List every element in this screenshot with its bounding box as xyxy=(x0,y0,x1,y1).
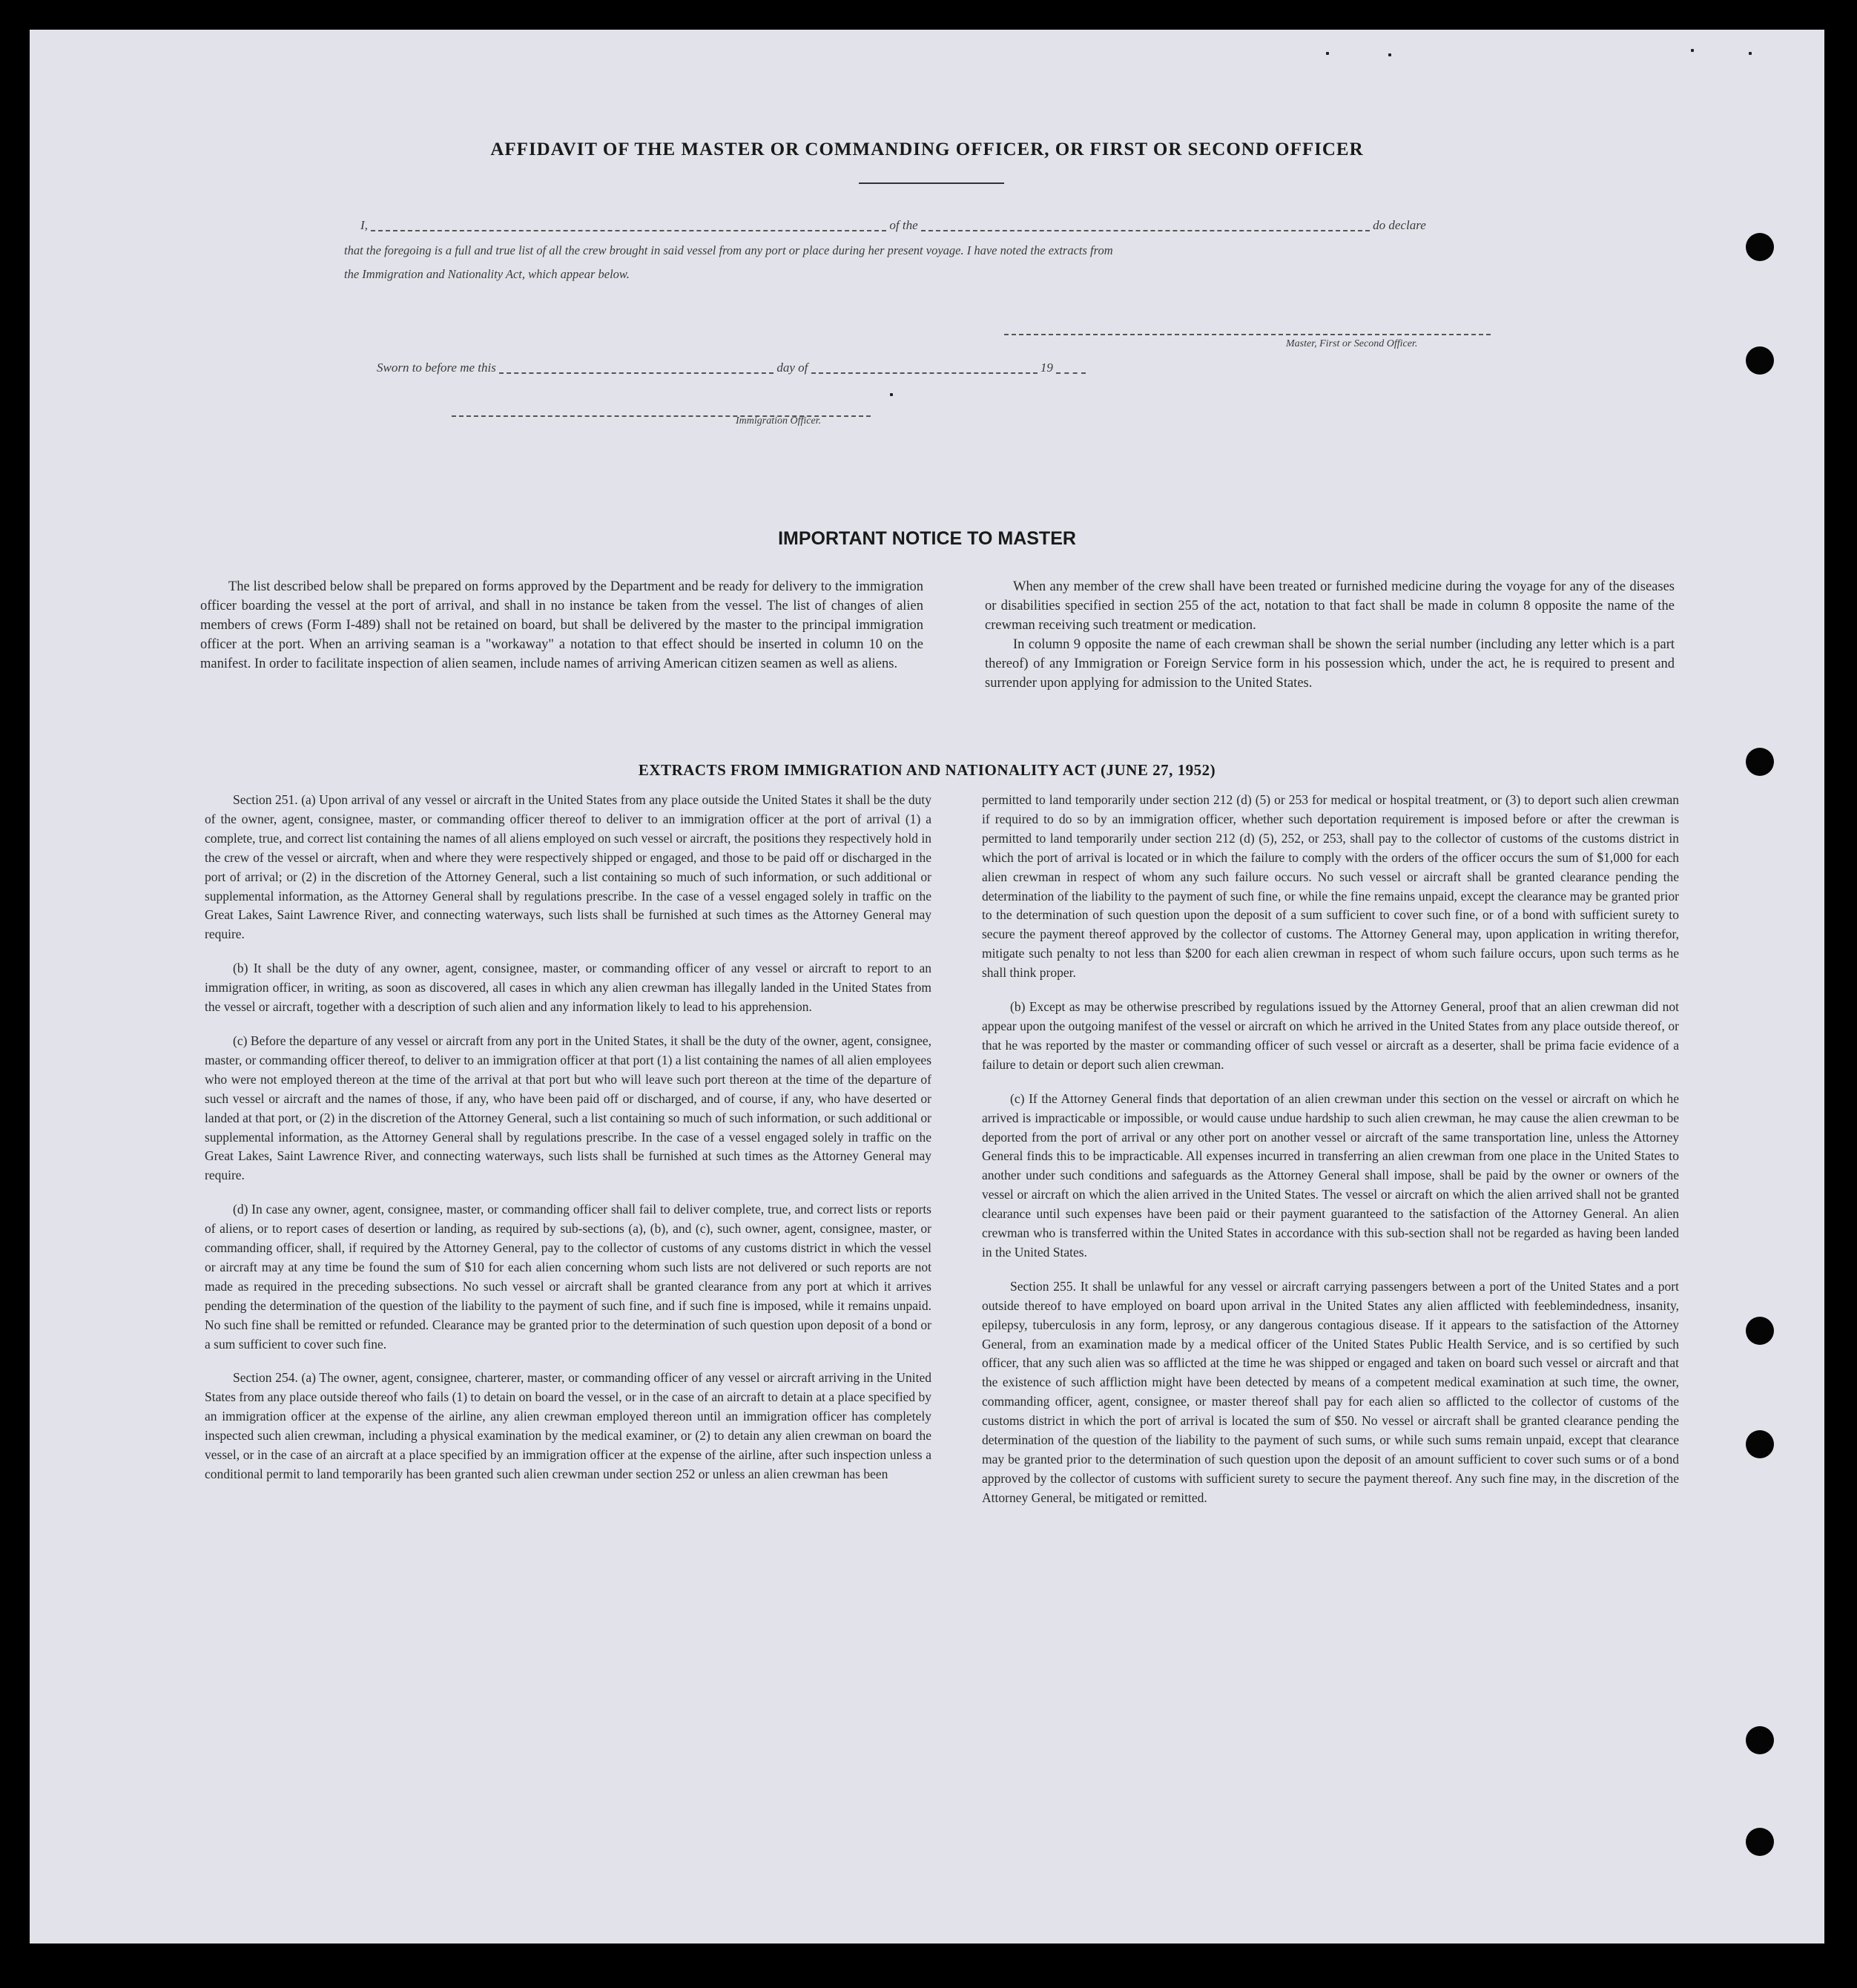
speck xyxy=(1749,52,1752,55)
binder-hole xyxy=(1746,233,1774,261)
year-blank[interactable] xyxy=(1056,363,1086,374)
day-of-label: day of xyxy=(776,361,808,375)
notice-right-text-1: When any member of the crew shall have been treated or furnished medicine during the voyage for any of the diseases or disabilities specified in section 255 of the act, notation to that fact shall be made in column 8 opposite the name of the crewman receiving such treatment or medication. xyxy=(985,579,1675,633)
section-254-a: Section 254. (a) The owner, agent, consignee, charterer, master, or commanding officer of any vessel or aircraft arriving in the United States from any place outside thereof who fails (1) to detain on board the vessel, or in the case of an aircraft to detain at a place specified by an immigration officer at the expense of the airline, any alien crewman employed thereon until an immigration officer has completely inspected such alien crewman, including a physical examination by the medical examiner, or (2) to detain any alien crewman on board the vessel, or in the case of an aircraft at a place specified by an immigration officer at the expense of the airline, after such inspection unless a conditional permit to land temporarily has been granted such alien crewman under section 252 or unless an alien crewman has been xyxy=(205,1370,931,1481)
sworn-line xyxy=(377,361,1086,375)
declaration-line-3: the Immigration and Nationality Act, which appear below. xyxy=(344,267,630,281)
notice-title: IMPORTANT NOTICE TO MASTER xyxy=(778,528,1076,549)
document-page xyxy=(30,30,1824,1943)
speck xyxy=(1388,53,1391,56)
notice-left-paragraph xyxy=(200,577,923,674)
title-rule xyxy=(859,182,1004,184)
section-251-c: (c) Before the departure of any vessel or aircraft from any port in the United States, it shall be the duty of the owner, agent, consignee, master, or commanding officer thereof, to deliver to an immigration officer at that port (1) a list containing the names of all alien employees who were not employed thereon at the time of the arrival at that port but who will leave such port thereon at the time of the departure of such vessel or aircraft and the names of those, if any, who have been paid off or discharged, and of course, if any, who have deserted or landed at that port, or (2) in the discretion of the Attorney General, such a list containing so much of such information, or such additional or supplemental information, as the Attorney General shall by regulations prescribe. In the case of a vessel engaged solely in traffic on the Great Lakes, Saint Lawrence River, and connecting waterways, such lists shall be furnished at such times as the Attorney General may require. xyxy=(205,1033,931,1183)
month-blank[interactable] xyxy=(811,363,1038,374)
section-254-c: (c) If the Attorney General finds that deportation of an alien crewman under this section on the vessel or aircraft on which he arrived is impracticable or impossible, or would cause undue hardship to such alien crewman, he may cause the alien crewman to be deported from the port of arrival or any other port on another vessel or aircraft of the same transportation line, unless the Attorney General finds this to be impracticable. All expenses incurred in transferring an alien crewman from one place in the United States to another under such conditions and safeguards as the Attorney General shall impose, shall be paid by the owner or owners of the vessel or aircraft on which the alien arrived in the United States. The vessel or aircraft on which the alien arrived shall not be granted clearance until such expenses have been paid or their payment guaranteed to the satisfaction of the Attorney General. An alien crewman who is transferred within the United States in accordance with this sub-section shall not be regarded as having been landed in the United States. xyxy=(982,1090,1679,1260)
notice-right-paragraph xyxy=(985,577,1675,694)
speck xyxy=(1326,52,1329,55)
notice-right-text-2: In column 9 opposite the name of each crewman shall be shown the serial number (including any letter which is a part thereof) of any Immigration or Foreign Service form in his possession which, under the act, he is required to present and surrender upon applying for admission to the United States. xyxy=(985,637,1675,691)
speck xyxy=(890,393,893,396)
day-blank[interactable] xyxy=(499,363,774,374)
binder-hole xyxy=(1746,1430,1774,1458)
extracts-right-column xyxy=(982,791,1679,1523)
master-signature-line[interactable] xyxy=(1004,325,1491,335)
extracts-title: EXTRACTS FROM IMMIGRATION AND NATIONALITY ACT (JUNE 27, 1952) xyxy=(638,761,1216,779)
binder-hole xyxy=(1746,1726,1774,1754)
binder-hole xyxy=(1746,1828,1774,1856)
section-255: Section 255. It shall be unlawful for any vessel or aircraft carrying passengers between a port of the United States and a port outside thereof to have employed on board upon arrival in the United States any alien afflicted with feeblemindedness, insanity, epilepsy, tuberculosis in any form, leprosy, or any dangerous contagious disease. If it appears to the satisfaction of the Attorney General, from an examination made by a medical officer of the United States Public Health Service, and is so certified by such officer, that any such alien was so afflicted at the time he was shipped or engaged and taken on board such vessel or aircraft and that the existence of such affliction might have been detected by means of a competent medical examination at such time, the owner, commanding officer, agent, consignee, or master thereof shall pay for each alien so afflicted to the collector of customs of the customs district in which the port of arrival is located the sum of $50. No vessel or aircraft shall be granted clearance pending the determination of the question of the liability to the payment of such sums, or while such sums remain unpaid, except that clearance may be granted prior to the determination of such question upon the deposit of an amount sufficient to cover such sums or of a bond approved by the collector of customs with sufficient surety to secure the payment thereof. Any such fine may, in the discretion of the Attorney General, be mitigated or remitted. xyxy=(982,1278,1679,1505)
declarant-line xyxy=(360,218,1426,233)
section-251-b: (b) It shall be the duty of any owner, agent, consignee, master, or commanding officer of any vessel or aircraft to report to an immigration officer, in writing, as soon as discovered, all cases in which any alien crewman has illegally landed in the United States from the vessel or aircraft, together with a description of such alien and any information likely to lead to his apprehension. xyxy=(205,961,931,1015)
label-i: I, xyxy=(360,218,368,232)
section-254-b: (b) Except as may be otherwise prescribed by regulations issued by the Attorney General, proof that an alien crewman did not appear upon the outgoing manifest of the vessel or aircraft on which he arrived in the United States from any place outside thereof, or that he was reported by the master or commanding officer of such vessel or aircraft as a deserter, shall be prima facie evidence of a failure to detain or deport such alien crewman. xyxy=(982,999,1679,1072)
label-of-the: of the xyxy=(889,218,918,232)
notice-left-text: The list described below shall be prepared on forms approved by the Department and be ready for delivery to the immigration officer boarding the vessel at the port of arrival, and shall in no instance be taken from the vessel. The list of changes of alien members of crews (Form I-489) shall not be retained on board, but shall be delivered by the master to the principal immigration officer at the port. When an arriving seaman is a "workaway" a notation to that effect should be inserted in column 10 on the manifest. In order to facilitate inspection of alien seamen, include names of arriving American citizen seamen as well as aliens. xyxy=(200,579,923,672)
vessel-blank[interactable] xyxy=(921,221,1370,231)
section-251-a: Section 251. (a) Upon arrival of any vessel or aircraft in the United States from any place outside the United States it shall be the duty of the owner, agent, consignee, master, or commanding officer thereof to deliver to an immigration officer at the port of arrival (1) a complete, true, and correct list containing the names of all aliens employed on such vessel or aircraft, the positions they respectively hold in the crew of the vessel or aircraft, when and where they were respectively shipped or engaged, and those to be paid off or discharged in the port of arrival; or (2) in the discretion of the Attorney General, such a list containing so much of such information, or such additional or supplemental information, as the Attorney General shall by regulations prescribe. In the case of a vessel engaged solely in traffic on the Great Lakes, Saint Lawrence River, and connecting waterways, such lists shall be furnished at such times as the Attorney General may require. xyxy=(205,792,931,942)
year-label: 19 xyxy=(1040,361,1053,375)
declaration-line-2: that the foregoing is a full and true list of all the crew brought in said vessel from any port or place during her present voyage. I have noted the extracts from xyxy=(344,243,1113,257)
speck xyxy=(1691,49,1694,52)
section-254-a-continued: permitted to land temporarily under section 212 (d) (5) or 253 for medical or hospital treatment, or (3) to deport such alien crewman if required to do so by an immigration officer, whether such deportation requirement is imposed before or after the crewman is permitted to land temporarily under section 212 (d) (5), 252, or 253, shall pay to the collector of customs of the customs district in which the port of arrival is located or in which the failure to comply with the orders of the officer occurs the sum of $1,000 for each alien crewman in respect of whom any such failure occurs. No such vessel or aircraft shall be granted clearance pending the determination of the liability to the payment of such fine, or while the fine remains unpaid, except the clearance may be granted prior to the determination of such question upon the deposit of a sum sufficient to cover such fine, or of a bond with sufficient surety to secure the payment thereof approved by the collector of customs. The Attorney General may, upon application in writing therefor, mitigate such penalty to not less than $200 for each alien crewman in respect of whom such failure occurs, upon such terms as he shall think proper. xyxy=(982,792,1679,981)
master-signature-label: Master, First or Second Officer. xyxy=(1286,338,1418,349)
section-251-d: (d) In case any owner, agent, consignee, master, or commanding officer shall fail to deliver complete, true, and correct lists or reports of aliens, or to report cases of desertion or landing, as required by sub-sections (a), (b), and (c), such owner, agent, consignee, master, or commanding officer, shall, if required by the Attorney General, pay to the collector of customs of any customs district in which the vessel or aircraft may at any time be found the sum of $10 for each alien concerning whom such lists are not delivered or such reports are not made as required in the preceding subsections. No such vessel or aircraft shall be granted clearance from any port at which it arrives pending the determination of the question of the liability to the payment of such fine, and if such fine is imposed, while it remains unpaid. No such fine shall be remitted or refunded. Clearance may be granted prior to the determination of such question upon deposit of a bond or a sum sufficient to cover such fine. xyxy=(205,1202,931,1352)
officer-signature-label: Immigration Officer. xyxy=(736,415,822,427)
name-blank[interactable] xyxy=(371,221,886,231)
affidavit-title: AFFIDAVIT OF THE MASTER OR COMMANDING OFFICER, OR FIRST OR SECOND OFFICER xyxy=(490,139,1364,159)
binder-hole xyxy=(1746,1317,1774,1345)
label-do-declare: do declare xyxy=(1373,218,1426,232)
extracts-left-column xyxy=(205,791,931,1499)
binder-hole xyxy=(1746,346,1774,375)
sworn-label: Sworn to before me this xyxy=(377,361,496,375)
